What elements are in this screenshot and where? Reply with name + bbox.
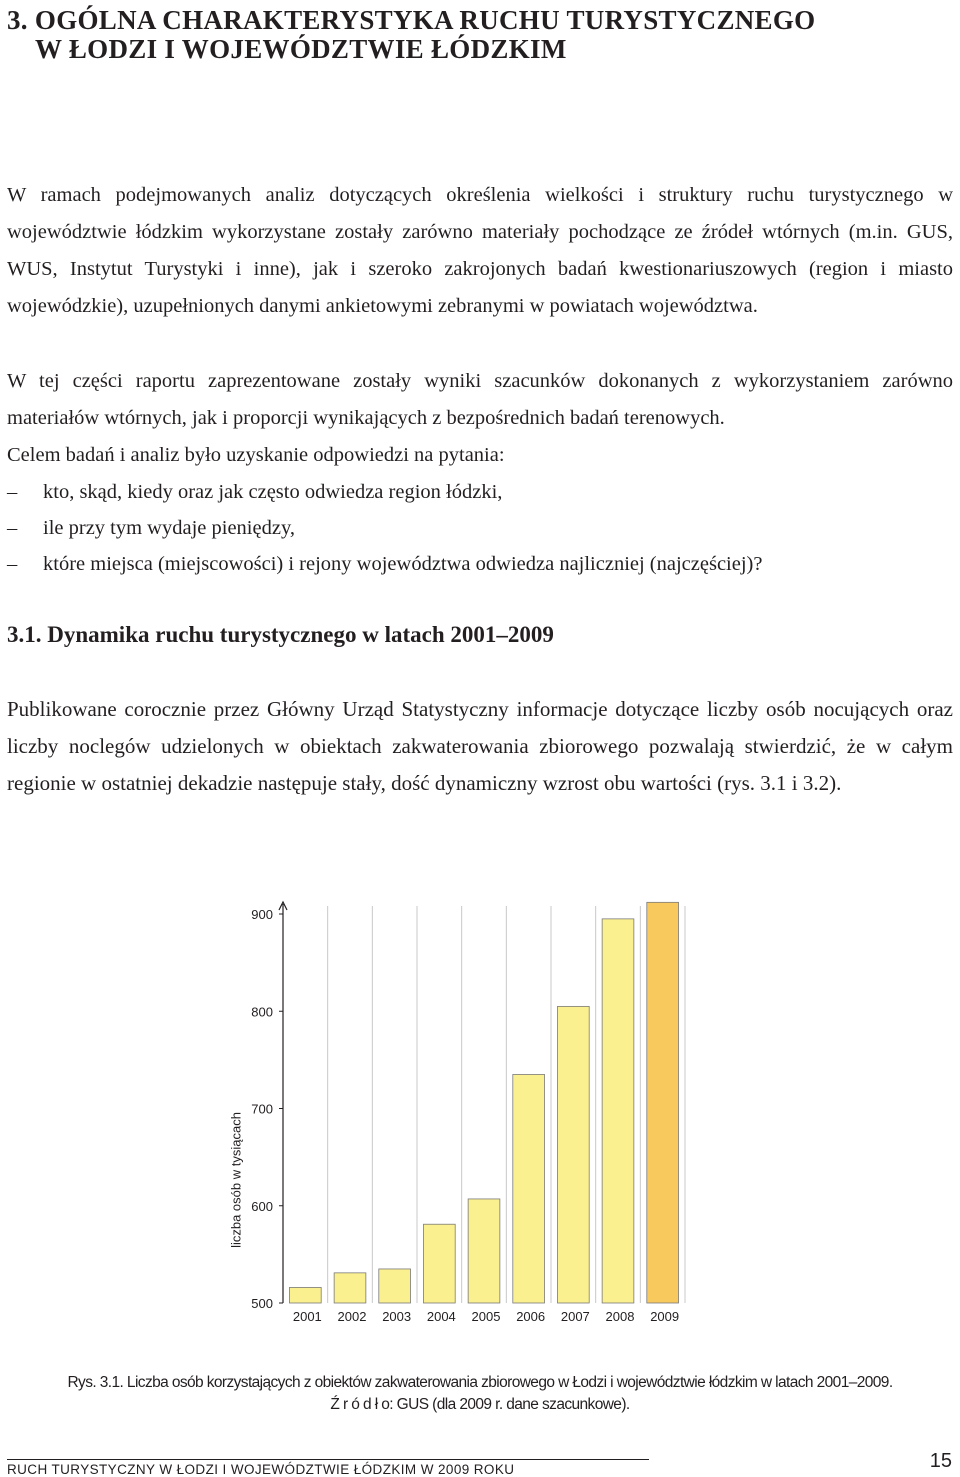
intro-paragraph: W ramach podejmowanych analiz dotyczących określenia wielkości i struktury ruchu turystycznego w województwie łódzkim wykorzystane zostały zarówno materiały pochodzące ze źródeł wtórnych (m.in. GUS, WUS, Instytut Turystyki i inne), jak i szeroko zakrojonych badań kwestionariuszowych (region i miasto wojewódzkie), uzupełnionych danymi ankietowymi zebranymi w powiatach województwa. [7,184,953,317]
results-paragraph: W tej części raportu zaprezentowane zostały wyniki szacunków dokonanych z wykorzystaniem zarówno materiałów wtórnych, jak i proporcji wynikających z bezpośrednich badań terenowych. [7,370,953,429]
running-footer: RUCH TURYSTYCZNY W ŁODZI I WOJEWÓDZTWIE ŁÓDZKIM W 2009 ROKU [7,1462,515,1477]
bar-2002 [334,1273,366,1303]
list-item [7,510,762,546]
bar-2001 [289,1287,321,1303]
y-tick-label: 900 [251,907,273,922]
x-tick-label: 2005 [471,1309,501,1324]
figure-source: Ź r ó d ł o: GUS (dla 2009 r. dane szacunkowe). [330,1396,630,1413]
bar-chart [0,880,960,1350]
x-tick-label: 2004 [426,1309,456,1324]
bar-2007 [557,1006,589,1303]
list-item-text: kto, skąd, kiedy oraz jak często odwiedza region łódzki, [43,481,503,503]
gus-paragraph: Publikowane corocznie przez Główny Urząd Statystyczny informacje dotyczące liczby osób nocujących oraz liczby noclegów udzielonych w obiektach zakwaterowania zbiorowego pozwalają stwierdzić, że w całym regionie w ostatniej dekadzie następuje stały, dość dynamiczny wzrost obu wartości (rys. 3.1 i 3.2). [7,697,953,795]
chapter-heading-line-1: 3. OGÓLNA CHARAKTERYSTYKA RUCHU TURYSTYCZNEGO [7,5,816,35]
y-tick-label: 800 [251,1004,273,1020]
list-item [7,546,762,582]
footer-rule [7,1459,649,1460]
chapter-heading [7,6,815,64]
list-dash: – [7,553,18,575]
list-item [7,474,762,510]
questions-list [7,474,762,582]
y-tick-label: 700 [251,1101,273,1117]
x-tick-label: 2002 [337,1309,367,1324]
list-item-text: które miejsca (miejscowości) i rejony województwa odwiedza najliczniej (najczęściej)? [43,553,763,575]
questions-intro: Celem badań i analiz było uzyskanie odpowiedzi na pytania: [7,444,505,466]
bar-2008 [602,919,634,1303]
bar-2005 [468,1199,500,1303]
x-tick-label: 2008 [605,1309,635,1324]
section-subheading: 3.1. Dynamika ruchu turystycznego w latach 2001–2009 [7,622,554,647]
page-number: 15 [929,1450,952,1472]
x-tick-label: 2003 [382,1309,412,1324]
x-tick-label: 2007 [560,1309,590,1324]
chapter-heading-line-2: W ŁODZI I WOJEWÓDZTWIE ŁÓDZKIM [35,34,567,64]
list-dash: – [7,481,18,503]
bar-2004 [423,1224,455,1303]
chart-y-axis-label: liczba osób w tysiącach [228,1112,244,1248]
y-tick-label: 500 [251,1296,273,1311]
list-dash: – [7,517,18,539]
y-tick-label: 600 [251,1198,273,1214]
bar-2003 [379,1269,411,1303]
bar-2006 [513,1074,545,1303]
bar-2009 [647,902,679,1303]
x-tick-label: 2001 [292,1309,322,1324]
list-item-text: ile przy tym wydaje pieniędzy, [43,517,295,539]
x-tick-label: 2006 [516,1309,546,1324]
x-tick-label: 2009 [650,1309,680,1324]
figure-caption: Rys. 3.1. Liczba osób korzystających z obiektów zakwaterowania zbiorowego w Łodzi i województwie łódzkim w latach 2001–2009. [67,1374,893,1391]
